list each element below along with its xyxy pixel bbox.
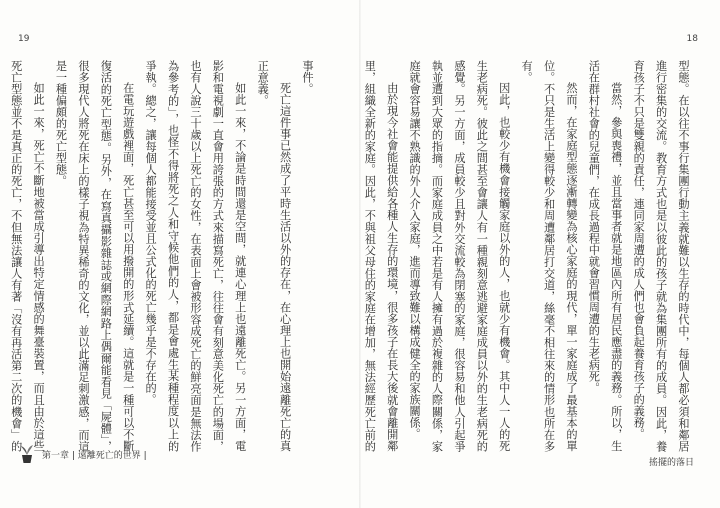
paragraph: 事件。 xyxy=(301,60,314,95)
paragraph: 如此一來，死亡不斷地被當成引導出特定情感的舞臺裝置，而且由於這些死亡型態並不是真正的死亡，不但無法讓人有著「沒有再活第二次的機會」的 xyxy=(9,60,46,452)
page-number: 19 xyxy=(18,34,30,44)
paragraph: 因此，也較少有機會接觸家庭以外的人，也就少有機會。其中人一人的死生老病死。彼此之間甚至會讓人有一種親刻意逃避家庭成員以外的生老病死的感覺。另一方面，成員較少且對外交流較為閉塞的家庭，很容易和他人引起爭執並遭到大眾的指摘。而家庭成員之中若是有人擁有過於複雜的人際關係，家庭就會容易讓不熟識的外人介入家庭，進而導致難以構成健全的家族關係。 xyxy=(408,60,511,452)
body-text xyxy=(9,60,318,452)
chapter-title: 第一章 | 遠離死亡的世界 | xyxy=(42,451,147,461)
paragraph: 型態。在以往不事行集團行動主義就難以生存的時代中，每個人都必須和鄰居進行密集的交流。教育方式也是以彼此的孩子就為集團所有的成員。因此，養育孩子不只是雙親的責任，連同家周遭的成人們也會負起養育孩子的義務。 xyxy=(632,60,690,452)
paragraph: 然而，在家庭型態逐漸轉變為核心家庭的現代，單一家庭成了最基本的單位。不只是生活上變得較少和周遭鄰居打交道，絲毫不相往來的情形也所在多有。 xyxy=(520,60,578,452)
paragraph: 如此一來，不論是時間還是空間，就連心理上也遠離死亡。另一方面，電影和電視劇一直會用誇張的方式來描寫死亡，往往會有刻意美化死亡的場面，也有人說三十歲以上死亡的女性，在表面上會被形容成死亡的鮮亮面是無法作為參考的」，也怪不得將死之人和守候他們的人，都是會處生某種程度以上的爭執。總之，讓每個人都能接受並且公式化的死亡幾乎是不存在的。 xyxy=(144,60,247,452)
right-page xyxy=(360,0,720,508)
paragraph: 在電玩遊戲裡面，死亡甚至可以用撥開的形式延續。這就是一種可以不斷復活的死亡型態。另外，在寫真攝影雜誌或網際網路上偶爾能看見「屍體」，很多現代人將死在床上的樣子視為特異稀奇的文化，並以此滿足刺激感，而這是一種偏頗的死亡型態。 xyxy=(54,60,135,452)
paragraph: 死亡這件事已然成了平時生活以外的存在，在心理上也開始遠離死亡的真正意義。 xyxy=(256,60,292,452)
book-title: 搖擺的落日 xyxy=(648,458,694,468)
body-text xyxy=(363,60,694,452)
running-footer xyxy=(649,455,694,468)
page-number: 18 xyxy=(686,34,698,44)
paragraph: 當然，參與喪禮，並且當事者就是地區內所有居民應盡的義務。所以，生活在群村社會的兒童們，在成長過程中就會習慣周遭的生老病死。 xyxy=(587,60,623,452)
paragraph: 由於現今社會能提供給各種人生存的環境，很多孩子在長大後就會離開鄰里，組織全新的家庭。因此，不與祖父母住的家庭在增加，無法經歷死亡前的 xyxy=(363,60,399,452)
potted-plant-icon xyxy=(18,441,36,468)
running-footer xyxy=(18,441,147,468)
